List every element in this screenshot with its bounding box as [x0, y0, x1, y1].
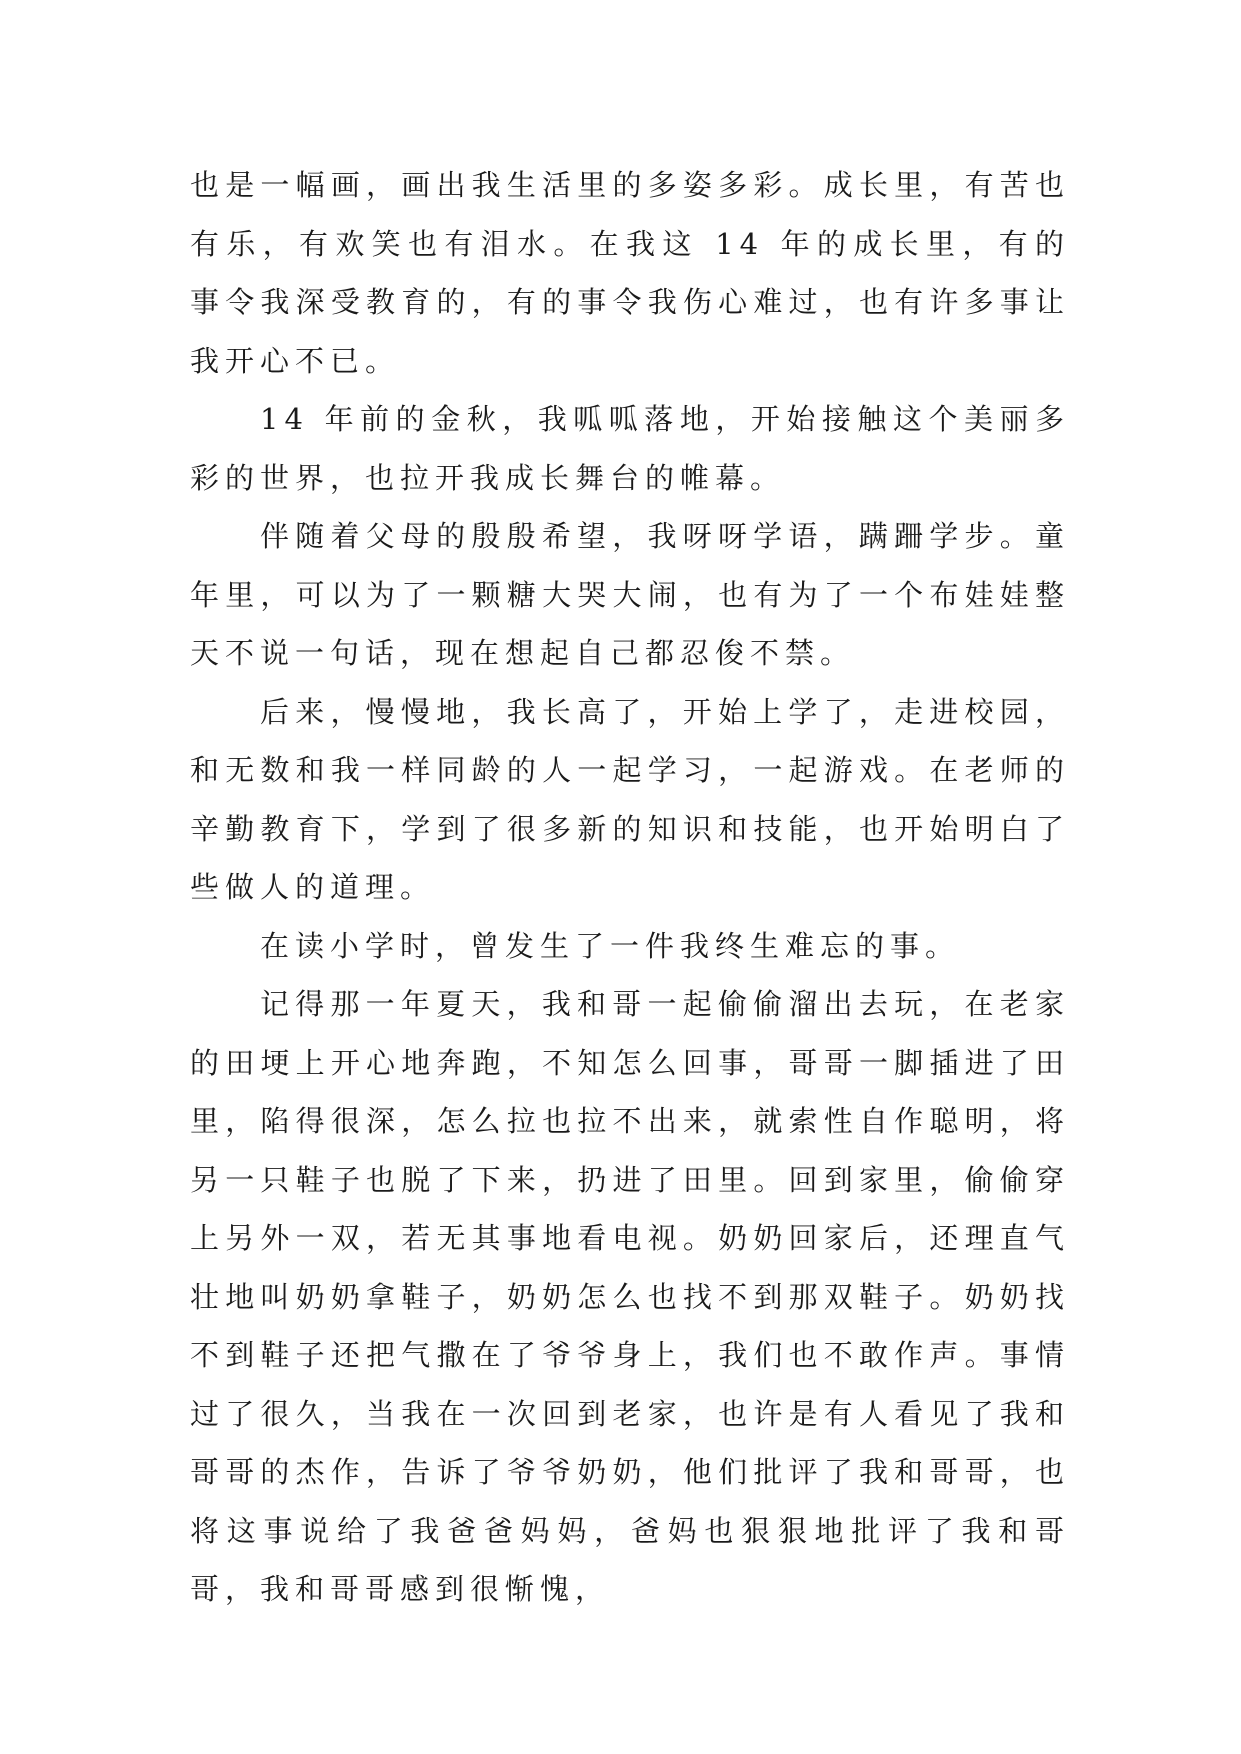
document-body — [190, 156, 1070, 1619]
paragraph-1: 也是一幅画，画出我生活里的多姿多彩。成长里，有苦也有乐，有欢笑也有泪水。在我这 14 年的成长里，有的事令我深受教育的，有的事令我伤心难过，也有许多事让我开心不已。 — [190, 168, 1070, 378]
paragraph-6: 记得那一年夏天，我和哥一起偷偷溜出去玩，在老家的田埂上开心地奔跑，不知怎么回事，哥哥一脚插进了田里，陷得很深，怎么拉也拉不出来，就索性自作聪明，将另一只鞋子也脱了下来，扔进了田里。回到家里，偷偷穿上另外一双，若无其事地看电视。奶奶回家后，还理直气壮地叫奶奶拿鞋子，奶奶怎么也找不到那双鞋子。奶奶找不到鞋子还把气撒在了爷爷身上，我们也不敢作声。事情过了很久，当我在一次回到老家，也许是有人看见了我和哥哥的杰作，告诉了爷爷奶奶，他们批评了我和哥哥，也将这事说给了我爸爸妈妈，爸妈也狠狠地批评了我和哥哥，我和哥哥感到很惭愧， — [190, 987, 1070, 1606]
paragraph-3: 伴随着父母的殷殷希望，我呀呀学语，蹒跚学步。童年里，可以为了一颗糖大哭大闹，也有为了一个布娃娃整天不说一句话，现在想起自己都忍俊不禁。 — [190, 519, 1070, 670]
paragraph-4: 后来，慢慢地，我长高了，开始上学了，走进校园，和无数和我一样同龄的人一起学习，一起游戏。在老师的辛勤教育下，学到了很多新的知识和技能，也开始明白了些做人的道理。 — [190, 694, 1070, 904]
paragraph-5: 在读小学时，曾发生了一件我终生难忘的事。 — [260, 928, 961, 963]
paragraph-2: 14 年前的金秋，我呱呱落地，开始接触这个美丽多彩的世界，也拉开我成长舞台的帷幕。 — [190, 402, 1070, 495]
